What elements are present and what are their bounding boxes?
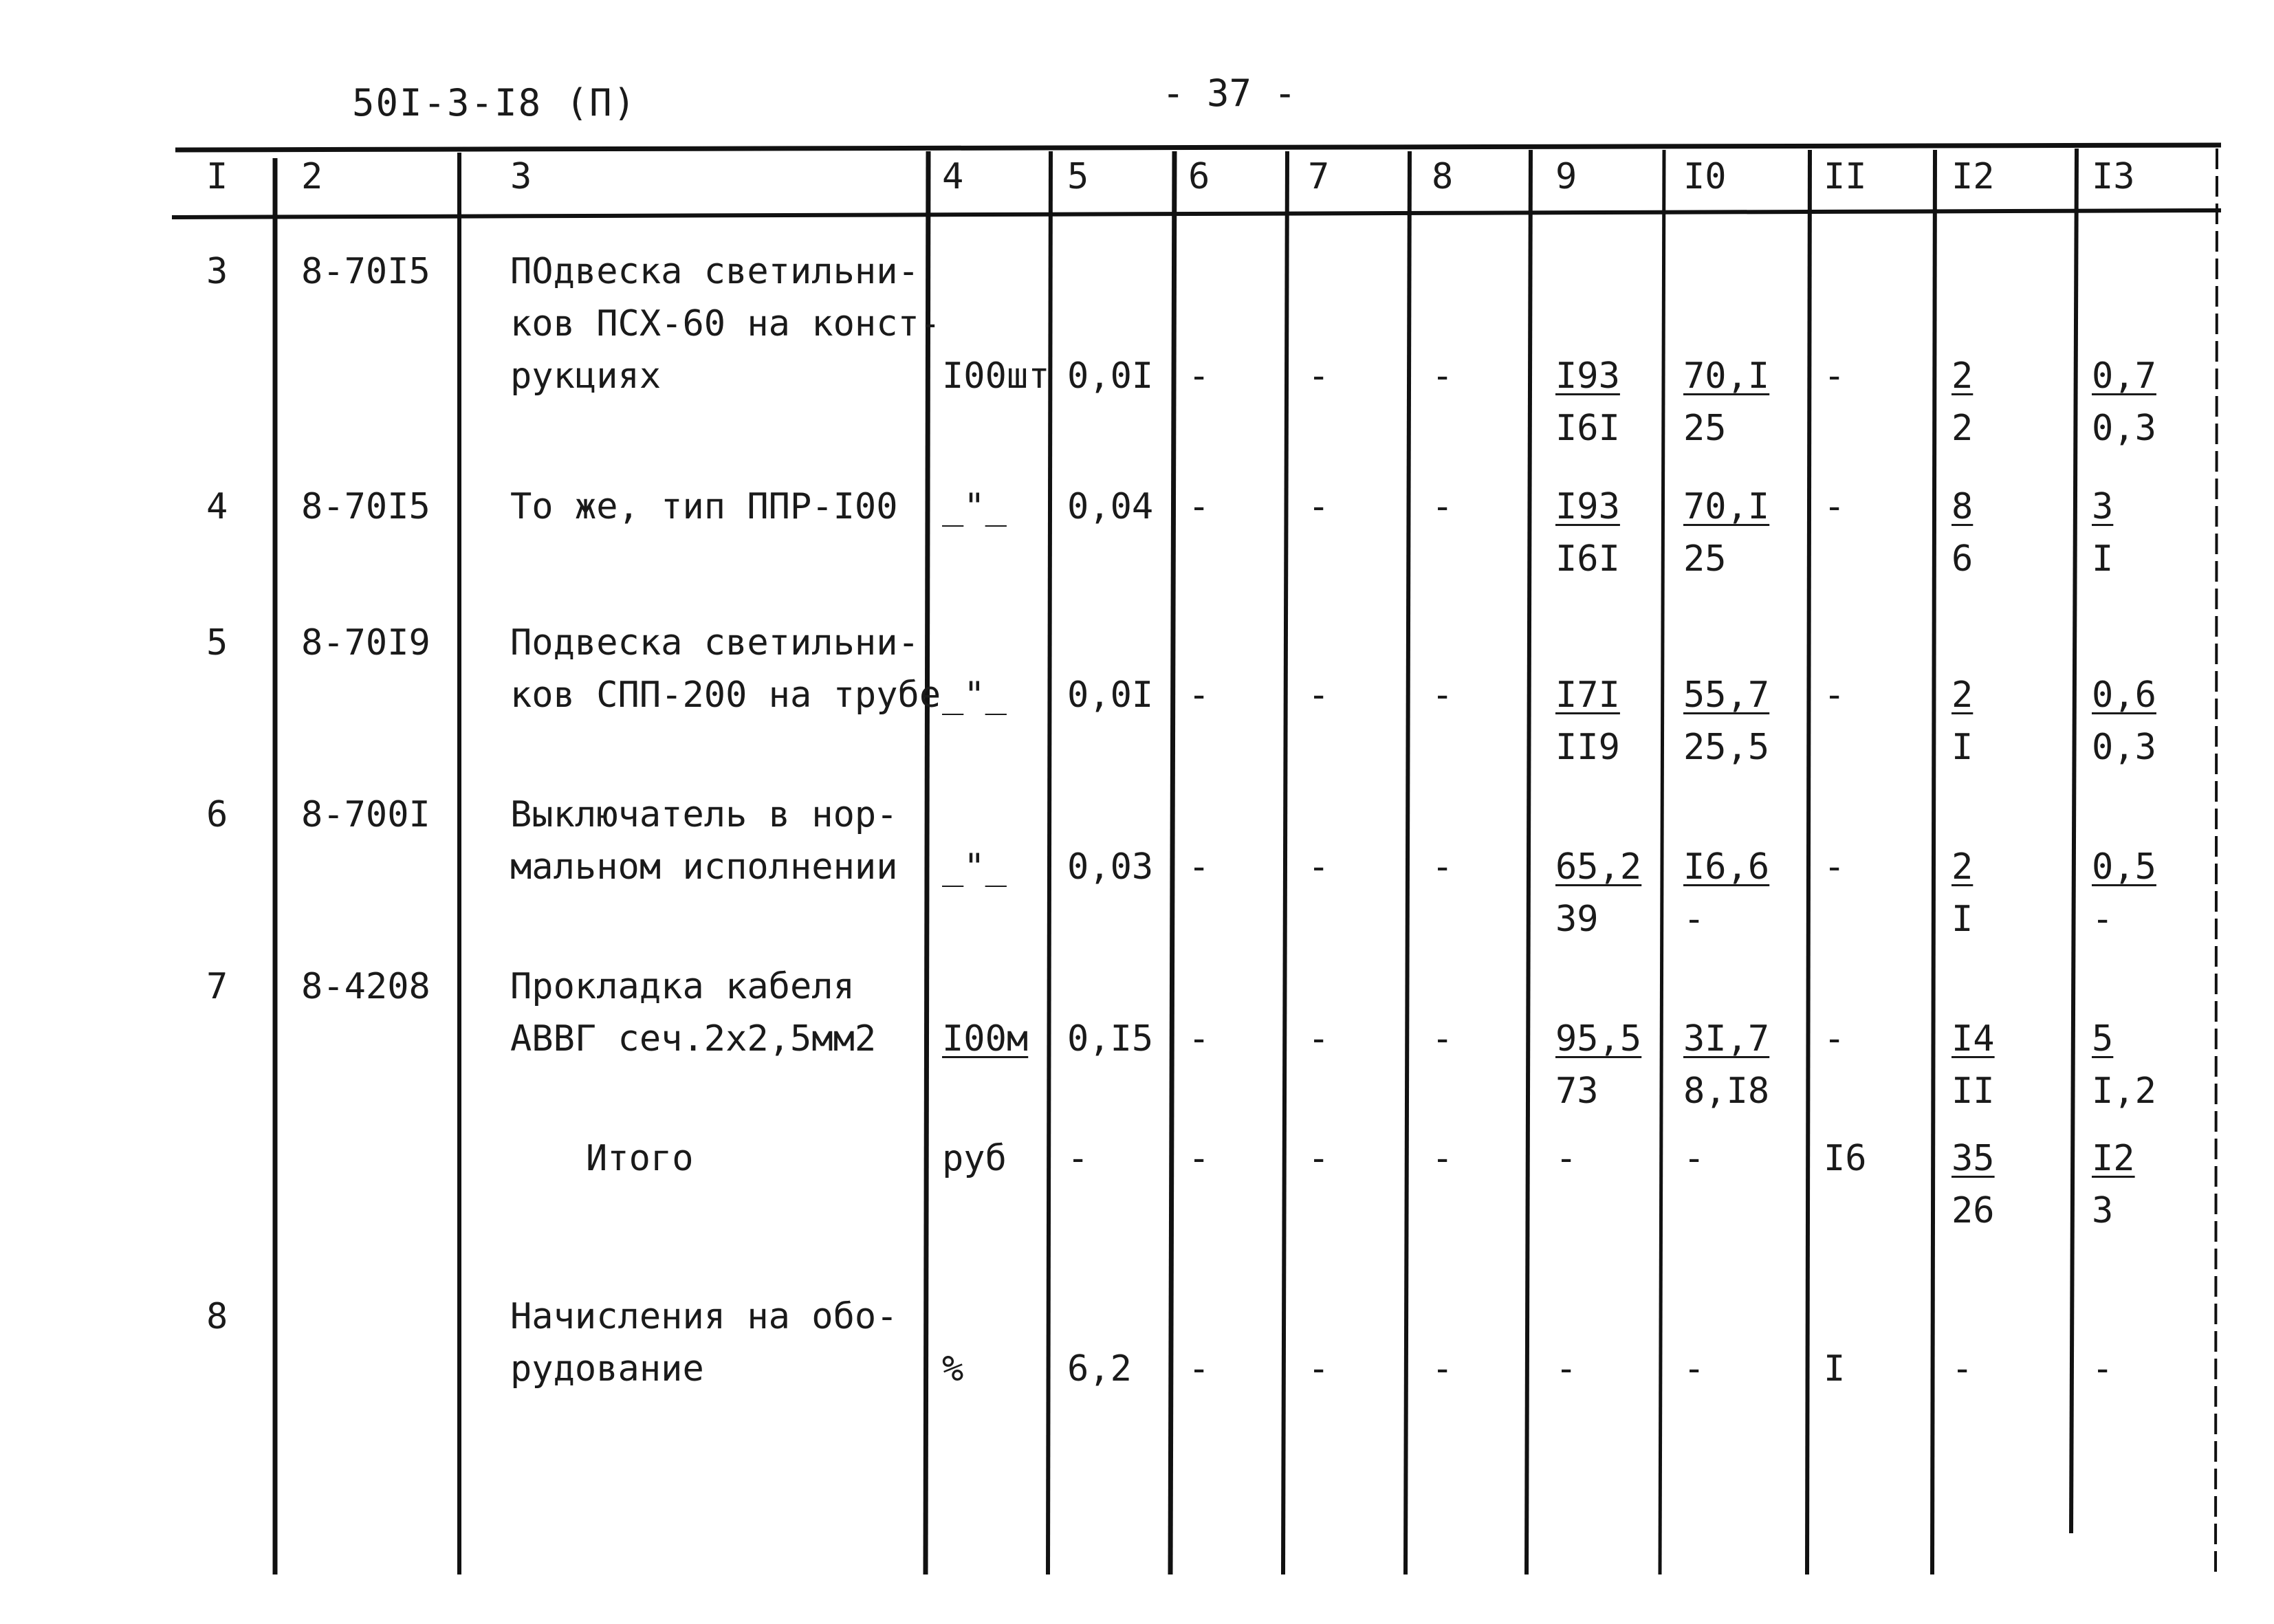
cell-col-12-bottom: I bbox=[1952, 727, 1974, 768]
row-unit: I00шт bbox=[942, 355, 1050, 397]
column-header-8: 8 bbox=[1432, 156, 1454, 197]
row-quantity: 0,03 bbox=[1067, 846, 1154, 888]
row-code: 8-70I9 bbox=[301, 622, 430, 663]
cell-col-9-bottom: 73 bbox=[1555, 1071, 1599, 1112]
cell-col-10: - bbox=[1683, 1348, 1705, 1390]
cell-col-13-bottom: 3 bbox=[2092, 1190, 2114, 1231]
cell-col-11: - bbox=[1824, 674, 1846, 716]
cell-col-12-bottom: 6 bbox=[1952, 538, 1974, 580]
row-quantity: 0,I5 bbox=[1067, 1018, 1154, 1060]
cell-col-13-top: 0,7 bbox=[2092, 355, 2156, 397]
cell-col-9-bottom: 39 bbox=[1555, 899, 1599, 940]
row-name-line: мальном исполнении bbox=[510, 846, 898, 888]
cell-col-10-top: 55,7 bbox=[1683, 674, 1770, 716]
cell-col-7: - bbox=[1308, 674, 1330, 716]
row-quantity: 6,2 bbox=[1067, 1348, 1132, 1390]
cell-col-9-top: I7I bbox=[1555, 674, 1620, 716]
column-header-5: 5 bbox=[1067, 156, 1089, 197]
cell-col-11: I6 bbox=[1824, 1138, 1867, 1179]
col-line-12 bbox=[2071, 149, 2077, 1533]
page-number: - 37 - bbox=[1162, 72, 1297, 115]
cell-col-8: - bbox=[1432, 1018, 1454, 1060]
column-header-12: I2 bbox=[1952, 156, 1995, 197]
cell-col-10-bottom: - bbox=[1683, 899, 1705, 940]
cell-col-12-top: 8 bbox=[1952, 486, 1974, 527]
cell-col-13-top: 0,5 bbox=[2092, 846, 2156, 888]
row-quantity: 0,0I bbox=[1067, 674, 1154, 716]
row-number: 8 bbox=[206, 1296, 228, 1337]
cell-col-7: - bbox=[1308, 1138, 1330, 1179]
cell-col-13: - bbox=[2092, 1348, 2114, 1390]
column-header-10: I0 bbox=[1683, 156, 1727, 197]
row-name-line: рукциях bbox=[510, 355, 662, 397]
column-header-11: II bbox=[1824, 156, 1867, 197]
cell-col-9-top: 95,5 bbox=[1555, 1018, 1642, 1060]
cell-col-12-bottom: 26 bbox=[1952, 1190, 1995, 1231]
cell-col-8: - bbox=[1432, 355, 1454, 397]
cell-col-13-bottom: I,2 bbox=[2092, 1071, 2156, 1112]
cell-col-10: - bbox=[1683, 1138, 1705, 1179]
cell-col-10-top: 3I,7 bbox=[1683, 1018, 1770, 1060]
col-line-11 bbox=[1932, 150, 1935, 1574]
column-header-3: 3 bbox=[510, 156, 532, 197]
cell-col-12-bottom: II bbox=[1952, 1071, 1995, 1112]
cell-col-13-top: 3 bbox=[2092, 486, 2114, 527]
cell-col-9-top: I93 bbox=[1555, 486, 1620, 527]
row-quantity: - bbox=[1067, 1138, 1089, 1179]
cell-col-8: - bbox=[1432, 846, 1454, 888]
cell-col-10-bottom: 25,5 bbox=[1683, 727, 1770, 768]
column-header-2: 2 bbox=[301, 156, 323, 197]
cell-col-9-bottom: II9 bbox=[1555, 727, 1620, 768]
cell-col-13-top: I2 bbox=[2092, 1138, 2135, 1179]
cell-col-8: - bbox=[1432, 486, 1454, 527]
row-name-line: Итого bbox=[586, 1138, 694, 1179]
row-number: 6 bbox=[206, 794, 228, 835]
col-line-13 bbox=[2216, 149, 2217, 1574]
cell-col-12-top: 2 bbox=[1952, 355, 1974, 397]
cell-col-9-top: 65,2 bbox=[1555, 846, 1642, 888]
cell-col-7: - bbox=[1308, 355, 1330, 397]
cell-col-6: - bbox=[1188, 486, 1210, 527]
row-name-line: Начисления на обо- bbox=[510, 1296, 898, 1337]
cell-col-8: - bbox=[1432, 1138, 1454, 1179]
cell-col-6: - bbox=[1188, 355, 1210, 397]
row-code: 8-70I5 bbox=[301, 251, 430, 292]
cell-col-10-bottom: 25 bbox=[1683, 408, 1727, 449]
column-header-9: 9 bbox=[1555, 156, 1577, 197]
col-line-10 bbox=[1807, 150, 1810, 1574]
cell-col-11: - bbox=[1824, 846, 1846, 888]
cell-col-12: - bbox=[1952, 1348, 1974, 1390]
column-header-4: 4 bbox=[942, 156, 964, 197]
cell-col-6: - bbox=[1188, 1348, 1210, 1390]
row-name-line: Подвеска светильни- bbox=[510, 622, 919, 663]
row-number: 7 bbox=[206, 966, 228, 1007]
row-code: 8-70I5 bbox=[301, 486, 430, 527]
row-name-line: ПОдвеска светильни- bbox=[510, 251, 919, 292]
cell-col-13-bottom: - bbox=[2092, 899, 2114, 940]
cell-col-9-top: I93 bbox=[1555, 355, 1620, 397]
cell-col-6: - bbox=[1188, 1138, 1210, 1179]
cell-col-9-bottom: I6I bbox=[1555, 408, 1620, 449]
row-quantity: 0,0I bbox=[1067, 355, 1154, 397]
column-header-7: 7 bbox=[1308, 156, 1330, 197]
row-name-line: Прокладка кабеля bbox=[510, 966, 855, 1007]
row-number: 3 bbox=[206, 251, 228, 292]
row-unit: _"_ bbox=[942, 846, 1007, 888]
cell-col-10-top: I6,6 bbox=[1683, 846, 1770, 888]
row-unit: % bbox=[942, 1348, 964, 1390]
column-header-1: I bbox=[206, 156, 228, 197]
cell-col-9: - bbox=[1555, 1138, 1577, 1179]
row-unit: руб bbox=[942, 1138, 1007, 1179]
cell-col-10-bottom: 25 bbox=[1683, 538, 1727, 580]
cell-col-13-bottom: 0,3 bbox=[2092, 408, 2156, 449]
cell-col-7: - bbox=[1308, 486, 1330, 527]
col-line-8 bbox=[1527, 150, 1531, 1574]
cell-col-12-top: 2 bbox=[1952, 674, 1974, 716]
cell-col-11: I bbox=[1824, 1348, 1846, 1390]
row-name-line: АВВГ сеч.2х2,5мм2 bbox=[510, 1018, 877, 1060]
col-line-7 bbox=[1406, 151, 1410, 1574]
col-line-9 bbox=[1660, 150, 1664, 1574]
cell-col-10-top: 70,I bbox=[1683, 486, 1770, 527]
header-top-rule bbox=[175, 145, 2221, 150]
cell-col-13-bottom: 0,3 bbox=[2092, 727, 2156, 768]
cell-col-7: - bbox=[1308, 1018, 1330, 1060]
header-bottom-rule bbox=[172, 210, 2221, 217]
cell-col-9-bottom: I6I bbox=[1555, 538, 1620, 580]
cell-col-12-top: 2 bbox=[1952, 846, 1974, 888]
col-line-5 bbox=[1170, 151, 1174, 1574]
column-header-13: I3 bbox=[2092, 156, 2135, 197]
cell-col-13-bottom: I bbox=[2092, 538, 2114, 580]
row-number: 4 bbox=[206, 486, 228, 527]
cell-col-12-top: I4 bbox=[1952, 1018, 1995, 1060]
cell-col-13-top: 5 bbox=[2092, 1018, 2114, 1060]
cell-col-8: - bbox=[1432, 674, 1454, 716]
cell-col-12-top: 35 bbox=[1952, 1138, 1995, 1179]
cell-col-7: - bbox=[1308, 846, 1330, 888]
cell-col-12-bottom: I bbox=[1952, 899, 1974, 940]
cell-col-9: - bbox=[1555, 1348, 1577, 1390]
cell-col-12-bottom: 2 bbox=[1952, 408, 1974, 449]
column-header-6: 6 bbox=[1188, 156, 1210, 197]
cell-col-11: - bbox=[1824, 486, 1846, 527]
row-unit: _"_ bbox=[942, 486, 1007, 527]
cell-col-10-top: 70,I bbox=[1683, 355, 1770, 397]
cell-col-11: - bbox=[1824, 1018, 1846, 1060]
row-name-line: Выключатель в нор- bbox=[510, 794, 898, 835]
cell-col-8: - bbox=[1432, 1348, 1454, 1390]
document-code: 50I-3-I8 (П) bbox=[352, 81, 637, 124]
row-code: 8-700I bbox=[301, 794, 430, 835]
cell-col-6: - bbox=[1188, 1018, 1210, 1060]
row-name-line: ков ПСХ-60 на конст- bbox=[510, 303, 941, 344]
row-code: 8-4208 bbox=[301, 966, 430, 1007]
row-number: 5 bbox=[206, 622, 228, 663]
row-unit: _"_ bbox=[942, 674, 1007, 716]
cell-col-10-bottom: 8,I8 bbox=[1683, 1071, 1770, 1112]
row-name-line: То же, тип ППР-I00 bbox=[510, 486, 898, 527]
col-line-6 bbox=[1283, 151, 1287, 1574]
row-name-line: ков СПП-200 на трубе bbox=[510, 674, 941, 716]
row-quantity: 0,04 bbox=[1067, 486, 1154, 527]
cell-col-6: - bbox=[1188, 674, 1210, 716]
col-line-3 bbox=[926, 151, 928, 1574]
cell-col-6: - bbox=[1188, 846, 1210, 888]
cell-col-7: - bbox=[1308, 1348, 1330, 1390]
row-unit: I00м bbox=[942, 1018, 1029, 1060]
cell-col-11: - bbox=[1824, 355, 1846, 397]
row-name-line: рудование bbox=[510, 1348, 704, 1390]
cell-col-13-top: 0,6 bbox=[2092, 674, 2156, 716]
